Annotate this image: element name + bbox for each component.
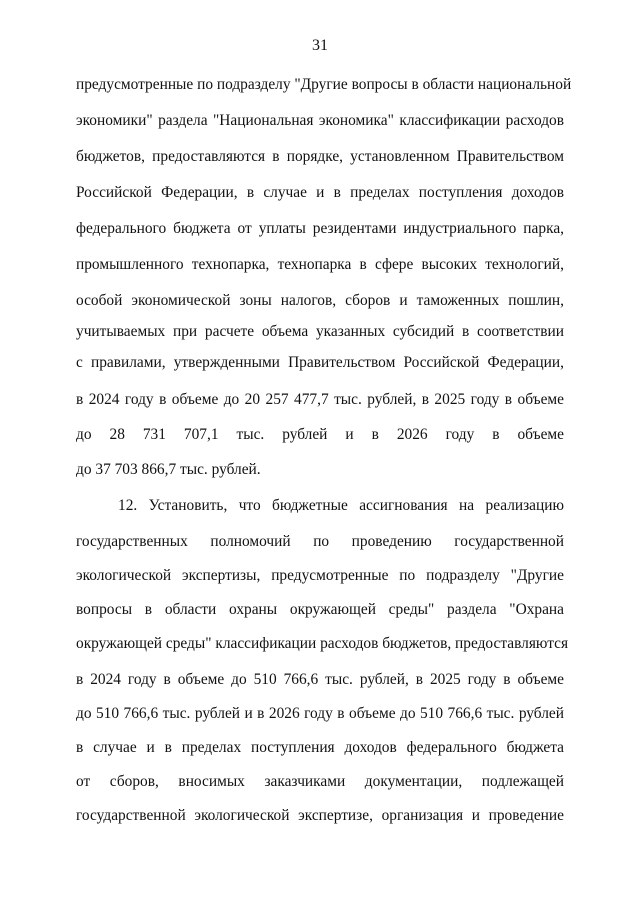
text-line: с правилами, утвержденными Правительством Российской Федерации,	[76, 354, 564, 371]
text-line: особой экономической зоны налогов, сборов и таможенных пошлин,	[76, 292, 564, 309]
text-line: предусмотренные по подразделу "Другие вопросы в области национальной	[76, 76, 572, 93]
text-line: государственных полномочий по проведению государственной	[76, 533, 564, 550]
page-number: 31	[312, 37, 328, 54]
text-line: до 37 703 866,7 тыс. рублей.	[76, 461, 261, 478]
text-line: в 2024 году в объеме до 20 257 477,7 тыс. рублей, в 2025 году в объеме	[76, 391, 564, 408]
text-line: вопросы в области охраны окружающей среды" раздела "Охрана	[76, 601, 564, 618]
text-line: в 2024 году в объеме до 510 766,6 тыс. рублей, в 2025 году в объеме	[76, 671, 564, 688]
text-line: федерального бюджета от уплаты резидентами индустриального парка,	[76, 220, 564, 237]
text-line: до 510 766,6 тыс. рублей и в 2026 году в объеме до 510 766,6 тыс. рублей	[76, 705, 564, 722]
text-line: до 28 731 707,1 тыс. рублей и в 2026 году в объеме	[76, 426, 564, 443]
text-line: учитываемых при расчете объема указанных субсидий в соответствии	[76, 323, 564, 340]
paragraph-12-first-line: 12. Установить, что бюджетные ассигнования на реализацию	[118, 497, 564, 514]
text-line: государственной экологической экспертизе, организация и проведение	[76, 807, 564, 824]
text-line: от сборов, вносимых заказчиками документации, подлежащей	[76, 773, 564, 790]
text-line: Российской Федерации, в случае и в пределах поступления доходов	[76, 184, 564, 201]
text-line: окружающей среды" классификации расходов бюджетов, предоставляются	[76, 635, 569, 652]
text-line: экономики" раздела "Национальная экономика" классификации расходов	[76, 112, 564, 129]
text-line: промышленного технопарка, технопарка в сфере высоких технологий,	[76, 256, 564, 273]
text-line: в случае и в пределах поступления доходов федерального бюджета	[76, 739, 564, 756]
text-line: бюджетов, предоставляются в порядке, установленном Правительством	[76, 148, 564, 165]
text-line: экологической экспертизы, предусмотренные по подразделу "Другие	[76, 567, 564, 584]
